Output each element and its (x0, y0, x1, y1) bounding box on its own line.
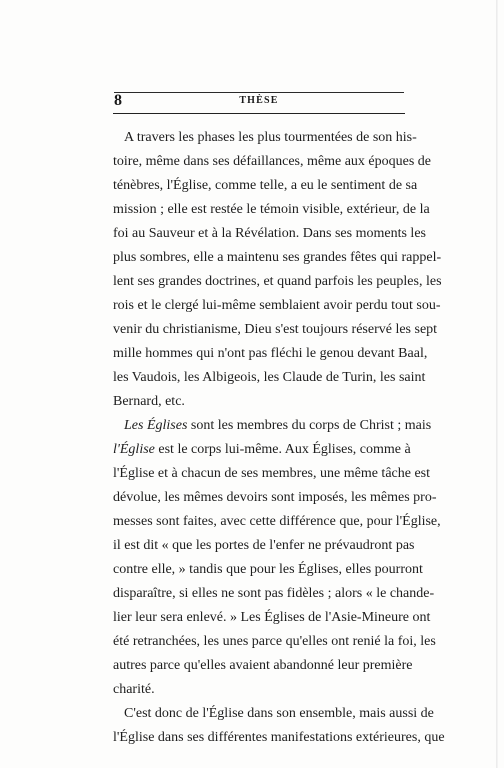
text-line: rois et le clergé lui-même semblaient avoir perdu tout sou- (113, 298, 441, 313)
text-line: foi au Sauveur et à la Révélation. Dans ses moments les (113, 226, 426, 241)
text-line (113, 438, 411, 462)
text-line: été retranchées, les unes parce qu'elles ont renié la foi, les (113, 634, 436, 649)
line-text: est le corps lui-même. Aux Églises, comme à (154, 442, 411, 457)
text-line: disparaître, si elles ne sont pas fidèles ; alors « le chande- (113, 586, 435, 601)
text-line: contre elle, » tandis que pour les Églises, elles pourront (113, 562, 423, 577)
text-line: C'est donc de l'Église dans son ensemble, mais aussi de (124, 706, 434, 721)
header-top-rule (114, 92, 404, 93)
text-line: dévolue, les mêmes devoirs sont imposés, les mêmes pro- (113, 490, 437, 505)
text-line: charité. (113, 682, 155, 697)
text-line: ténèbres, l'Église, comme telle, a eu le sentiment de sa (113, 178, 418, 193)
text-line: mille hommes qui n'ont pas fléchi le genou devant Baal, (113, 346, 428, 361)
text-line (113, 414, 432, 438)
text-line: lier leur sera enlevé. » Les Églises de l'Asie-Mineure ont (113, 610, 431, 625)
text-line: l'Église dans ses différentes manifestations extérieures, que (113, 730, 445, 745)
line-text: sont les membres du corps de Christ ; mais (187, 418, 432, 433)
paragraph (113, 126, 442, 414)
text-line: A travers les phases les plus tourmentées de son his- (124, 130, 417, 145)
paragraph (113, 414, 441, 702)
page-number: 8 (114, 92, 122, 109)
italic-text: l'Église (113, 442, 155, 457)
text-line: les Vaudois, les Albigeois, les Claude de Turin, les saint (113, 370, 426, 385)
text-line: messes sont faites, avec cette différence que, pour l'Église, (113, 514, 441, 529)
text-line: autres parce qu'elles avaient abandonné leur première (113, 658, 413, 673)
italic-text: Les Églises (124, 418, 188, 433)
text-line: Bernard, etc. (113, 394, 185, 409)
page-edge-shadow (496, 0, 498, 768)
text-line: venir du christianisme, Dieu s'est toujours réservé les sept (113, 322, 438, 337)
body-text (113, 126, 445, 750)
text-line: l'Église et à chacun de ses membres, une même tâche est (113, 466, 431, 481)
running-title: THÈSE (239, 95, 279, 106)
page-header (113, 92, 405, 114)
paragraph (113, 702, 445, 750)
text-line: lent ses grandes doctrines, et quand parfois les peuples, les (113, 274, 442, 289)
header-rule (113, 113, 405, 114)
text-line: mission ; elle est restée le témoin visible, extérieur, de la (113, 202, 430, 217)
text-line: plus sombres, elle a maintenu ses grandes fêtes qui rappel- (113, 250, 442, 265)
text-line: il est dit « que les portes de l'enfer ne prévaudront pas (113, 538, 415, 553)
text-line: toire, même dans ses défaillances, même aux époques de (113, 154, 431, 169)
